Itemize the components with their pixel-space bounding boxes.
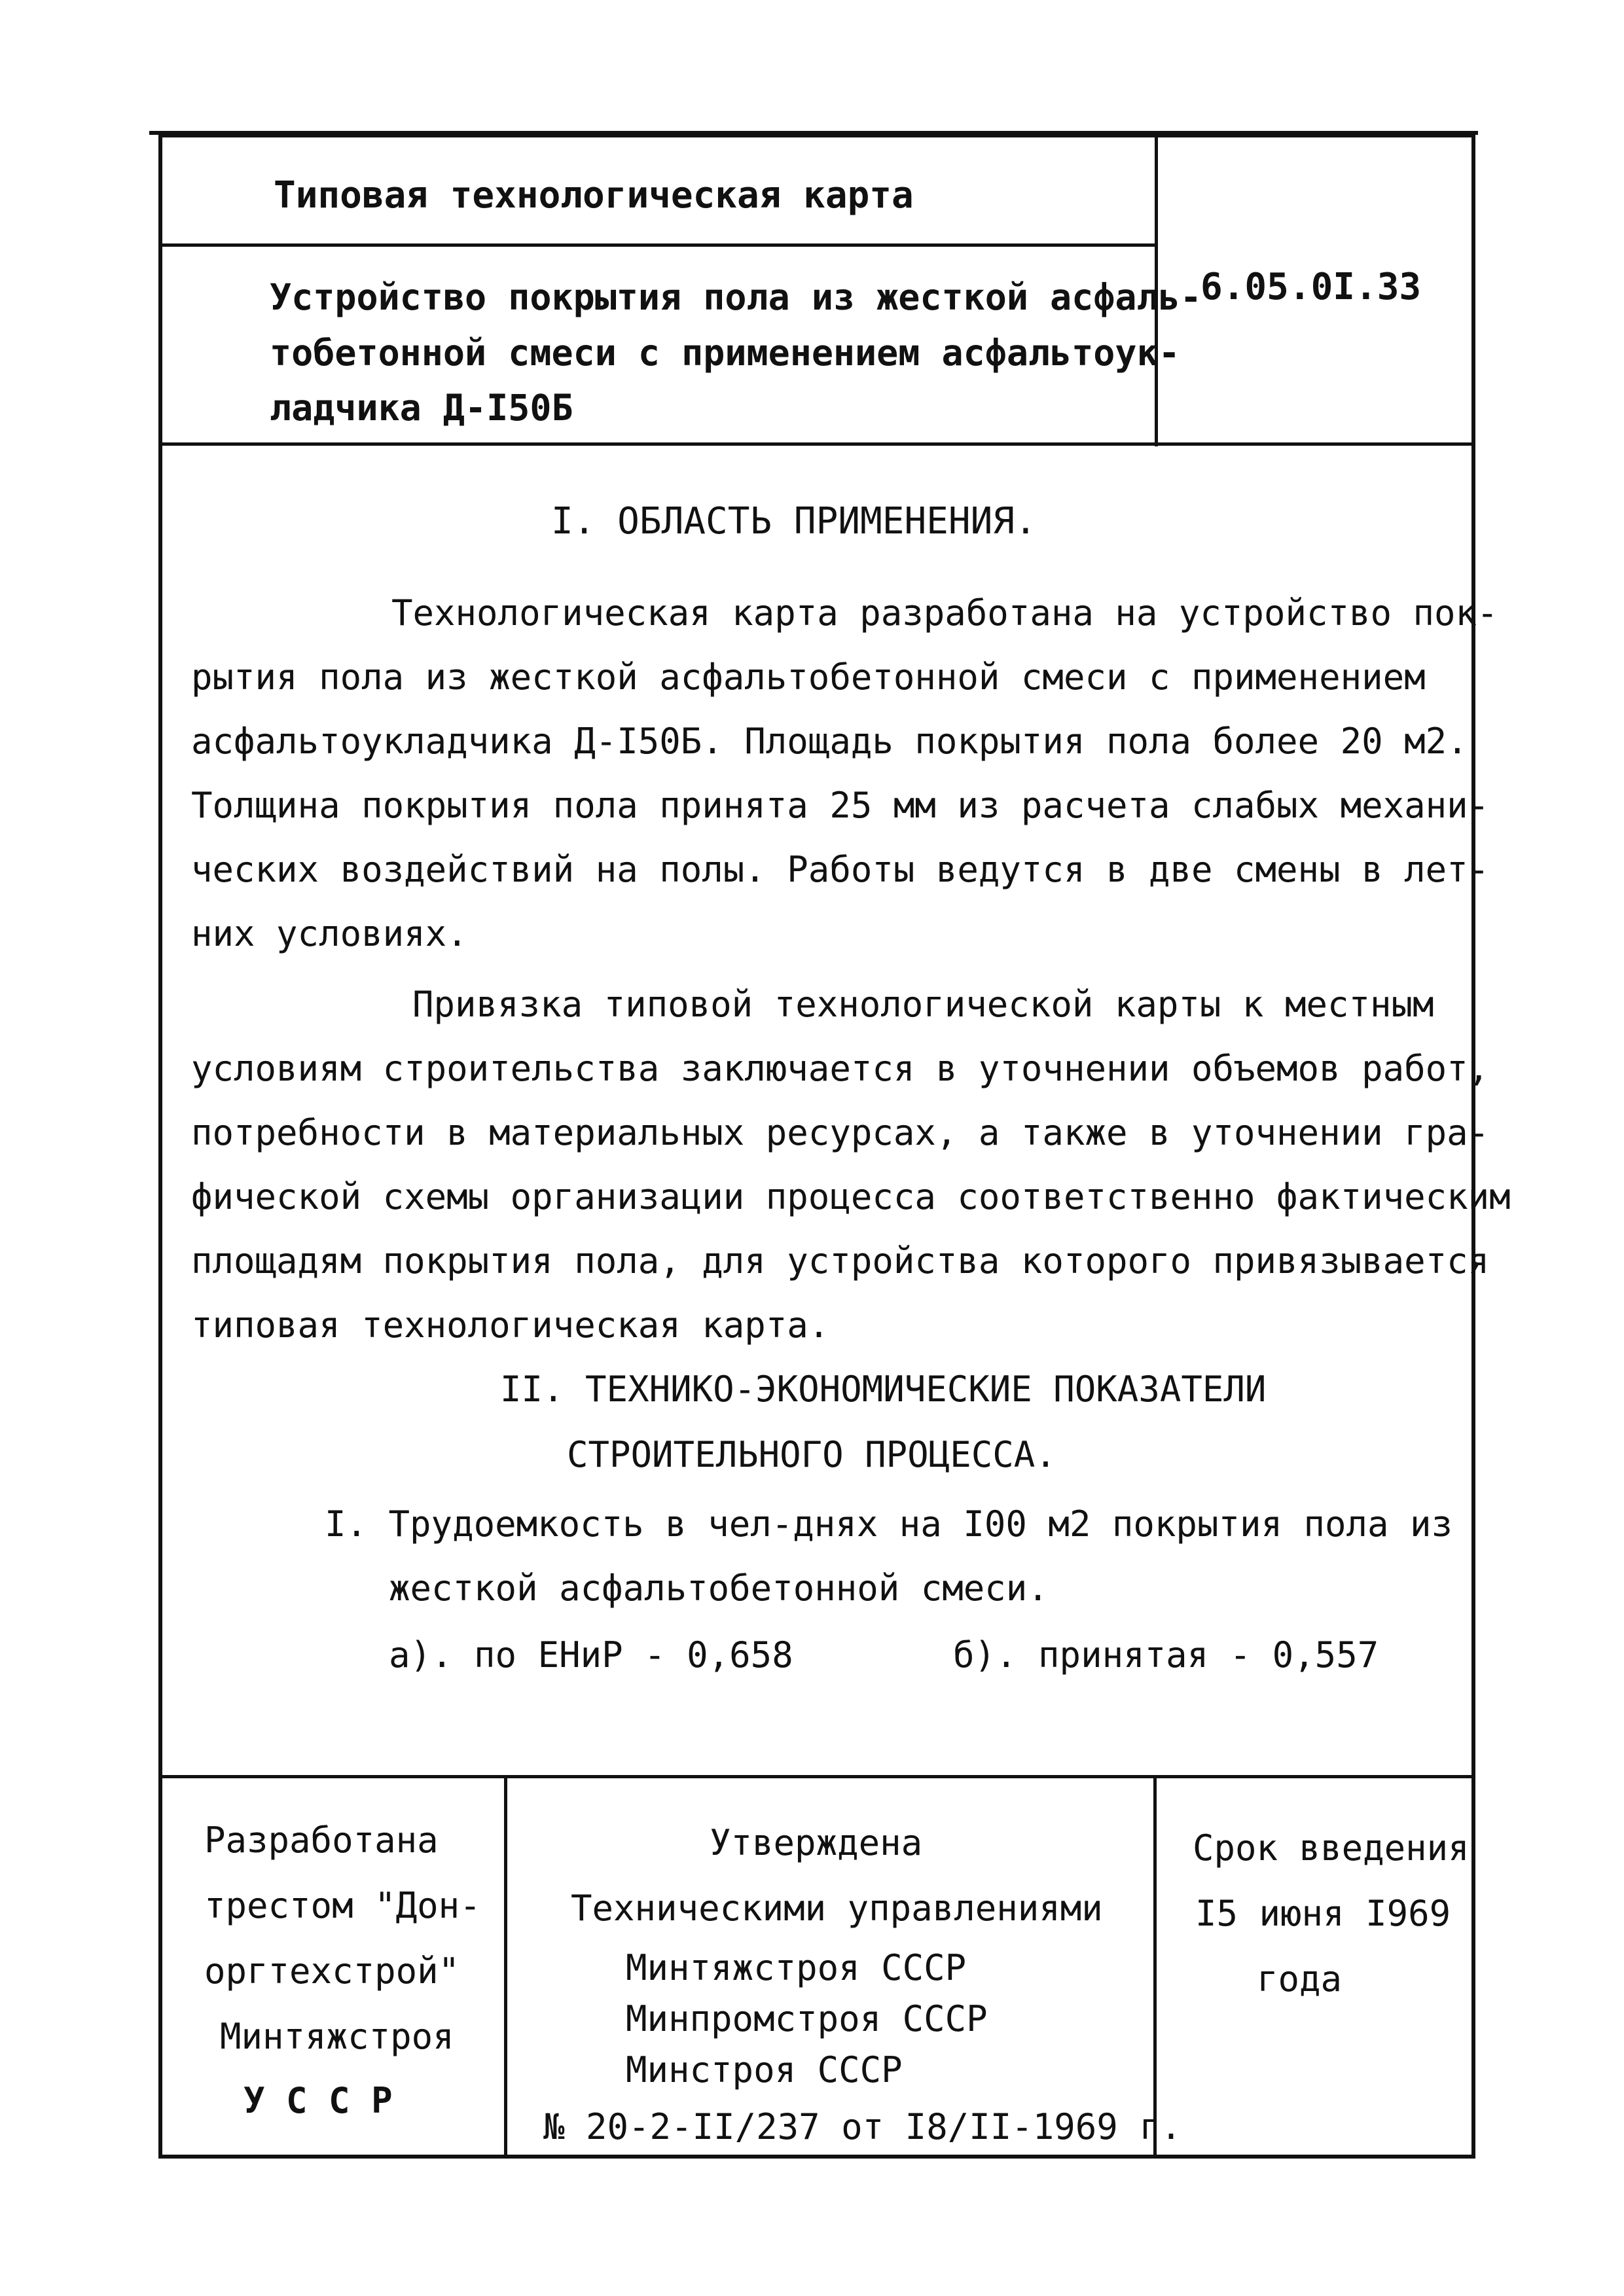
section2-item1-line-2: жесткой асфальтобетонной смеси. bbox=[389, 1568, 1049, 1609]
header-row-divider bbox=[158, 243, 1156, 247]
section1-para1-line: них условиях. bbox=[191, 913, 468, 954]
developer-line: У С С Р bbox=[244, 2080, 393, 2121]
section2-heading-line-2: СТРОИТЕЛЬНОГО ПРОЦЕССА. bbox=[567, 1434, 1056, 1475]
section1-para1-line: Толщина покрытия пола принята 25 мм из расчета слабых механи- bbox=[191, 785, 1490, 826]
footer-top-rule bbox=[158, 1775, 1475, 1778]
developer-line: трестом "Дон- bbox=[204, 1885, 481, 1926]
section1-para1-line: рытия пола из жесткой асфальтобетонной смеси с применением bbox=[191, 656, 1426, 698]
section1-para1-line: ческих воздействий на полы. Работы ведутся в две смены в лет- bbox=[191, 849, 1490, 890]
developer-line: оргтехстрой" bbox=[204, 1950, 460, 1992]
title-line-2: тобетонной смеси с применением асфальтоук- bbox=[270, 332, 1180, 374]
section1-para1-line: асфальтоукладчика Д-I50Б. Площадь покрытия пола более 20 м2. bbox=[191, 721, 1468, 762]
title-line-1: Устройство покрытия пола из жесткой асфаль- bbox=[270, 276, 1202, 318]
approval-line: Техническими управлениями bbox=[571, 1888, 1103, 1929]
approval-line: Утверждена bbox=[710, 1822, 923, 1863]
section1-para2-line: условиям строительства заключается в уточнении объемов работ, bbox=[191, 1048, 1490, 1089]
section1-para2-line: площадям покрытия пола, для устройства которого привязывается bbox=[191, 1240, 1490, 1282]
header-bottom-rule bbox=[158, 442, 1475, 446]
section1-para2-line: типовая технологическая карта. bbox=[191, 1304, 830, 1346]
section1-para2-line: потребности в материальных ресурсах, а также в уточнении гра- bbox=[191, 1112, 1490, 1153]
section2-item1-a: а). по ЕНиР - 0,658 bbox=[389, 1634, 793, 1676]
doc-number: 6.05.0I.33 bbox=[1200, 266, 1422, 308]
approval-line: № 20-2-II/237 от I8/II-1969 г. bbox=[543, 2106, 1182, 2147]
section1-para2-line: Привязка типовой технологической карты к местным bbox=[412, 984, 1434, 1025]
developer-line: Разработана bbox=[204, 1820, 439, 1861]
approval-line: Минстроя СССР bbox=[626, 2049, 903, 2090]
approval-line: Минтяжстроя СССР bbox=[626, 1947, 967, 1988]
section1-para1-line: Технологическая карта разработана на устройство пок- bbox=[391, 592, 1498, 634]
approval-line: Минпромстроя СССР bbox=[626, 1998, 988, 2039]
top-rule bbox=[149, 131, 1478, 135]
section2-item1-b: б). принятая - 0,557 bbox=[953, 1634, 1379, 1676]
developer-line: Минтяжстроя bbox=[220, 2016, 454, 2057]
section1-heading: I. ОБЛАСТЬ ПРИМЕНЕНИЯ. bbox=[551, 500, 1037, 543]
section2-item1-line-1: I. Трудоемкость в чел-днях на I00 м2 покрытия пола из bbox=[325, 1503, 1453, 1545]
section2-heading-line-1: II. ТЕХНИКО-ЭКОНОМИЧЕСКИЕ ПОКАЗАТЕЛИ bbox=[500, 1369, 1267, 1410]
title-line-3: ладчика Д-I50Б bbox=[270, 387, 573, 429]
effective-line: Срок введения bbox=[1193, 1827, 1470, 1869]
effective-line: I5 июня I969 bbox=[1195, 1893, 1451, 1934]
footer-divider-left bbox=[504, 1775, 507, 2159]
card-type-label: Типовая технологическая карта bbox=[274, 174, 914, 217]
section1-para2-line: фической схемы организации процесса соответственно фактическим bbox=[191, 1176, 1511, 1217]
effective-line: года bbox=[1257, 1958, 1343, 2000]
